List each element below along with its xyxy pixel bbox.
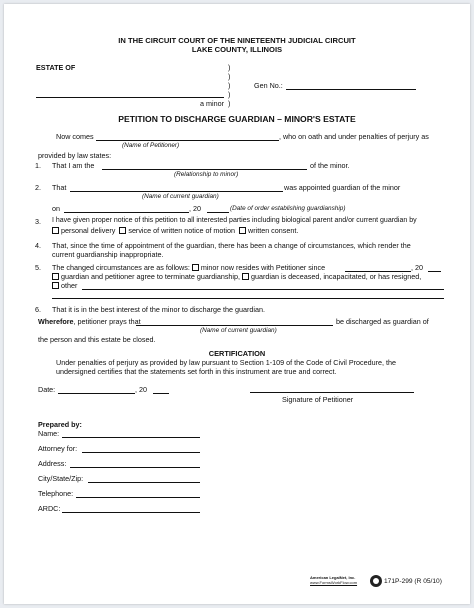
other-label: other [61, 281, 78, 290]
resides-year-field[interactable] [428, 271, 441, 272]
caption-paren: ) [228, 63, 231, 72]
current-guardian-hint: (Name of current guardian) [142, 193, 219, 200]
logo-website: www.FormsWorkFlow.com [310, 580, 358, 585]
date-year-text: , 20 [135, 385, 147, 394]
item-number: 2. [35, 183, 41, 192]
signature-label: Signature of Petitioner [282, 395, 354, 404]
item-number: 5. [35, 263, 41, 272]
estate-of-label: ESTATE OF [36, 63, 76, 72]
other-field-continued[interactable] [52, 298, 444, 299]
now-comes-label: Now comes [56, 132, 94, 141]
item2-on-text: on [52, 204, 60, 213]
agree-terminate-label: guardian and petitioner agree to terminate guardianship, [61, 272, 241, 281]
wherefore-guardian-field[interactable] [136, 325, 333, 326]
petitioner-name-hint: (Name of Petitioner) [122, 142, 180, 149]
item2-text: That [52, 183, 67, 192]
provided-by-law-text: provided by law states: [38, 151, 112, 160]
certification-line2: undersigned certifies that the statements set forth in this instrument are true and correct. [56, 367, 337, 376]
wherefore-label: Wherefore [38, 317, 74, 326]
certification-heading: CERTIFICATION [208, 349, 266, 358]
item5-lead: The changed circumstances are as follows: [52, 263, 190, 272]
attorney-for-field[interactable] [82, 452, 200, 453]
signature-field[interactable] [250, 392, 414, 393]
date-label: Date: [38, 385, 56, 394]
appointment-date-hint: (Date of order establishing guardianship) [230, 205, 346, 212]
other-field[interactable] [82, 289, 444, 290]
logo-company: American LegalNet, Inc. [310, 575, 356, 580]
item3-options [52, 226, 298, 235]
item1-text: That I am the [52, 161, 95, 170]
court-heading: IN THE CIRCUIT COURT OF THE NINETEENTH JUDICIAL CIRCUIT [118, 36, 356, 45]
item2-end-text: was appointed guardian of the minor [284, 183, 401, 192]
item-number: 6. [35, 305, 41, 314]
prepared-by-heading: Prepared by: [38, 420, 82, 429]
wherefore-line2: the person and this estate be closed. [38, 335, 156, 344]
item5-year-text: , 20 [411, 263, 423, 272]
attorney-for-label: Attorney for: [38, 444, 78, 453]
personal-delivery-checkbox[interactable] [52, 227, 59, 234]
item4-line1: That, since the time of appointment of the guardian, there has been a change of circumstances, which render the [52, 241, 411, 250]
prepared-name-field[interactable] [62, 437, 200, 438]
caption-paren: ) [228, 99, 231, 108]
relationship-field[interactable] [102, 169, 307, 170]
written-notice-label: service of written notice of motion [128, 226, 236, 235]
resides-label: minor now resides with Petitioner since [200, 263, 326, 272]
item2-year-text: , 20 [189, 204, 201, 213]
gen-no-field[interactable] [286, 89, 416, 90]
wherefore-end-text: be discharged as guardian of [336, 317, 429, 326]
item3-text: I have given proper notice of this petition to all interested parties including biological parent and/or current guardian by [52, 217, 417, 224]
gen-no-label: Gen No.: [254, 81, 283, 90]
guardian-deceased-checkbox[interactable] [242, 273, 249, 280]
form-page [4, 4, 470, 604]
wherefore-body: , petitioner prays that [73, 317, 141, 326]
city-state-zip-field[interactable] [88, 482, 200, 483]
item6-text: That it is in the best interest of the minor to discharge the guardian. [52, 305, 265, 314]
personal-delivery-label: personal delivery [61, 226, 116, 235]
address-field[interactable] [70, 467, 200, 468]
city-state-zip-label: City/State/Zip: [38, 474, 84, 483]
other-checkbox[interactable] [52, 282, 59, 289]
telephone-label: Telephone: [38, 489, 74, 498]
item5-text [52, 263, 325, 272]
appointment-date-field[interactable] [64, 212, 189, 213]
item4-line2: current guardianship inappropriate. [52, 250, 164, 259]
guardian-deceased-label: guardian is deceased, incapacitated, or has resigned, [251, 272, 422, 281]
oath-text: , who on oath and under penalties of perjury as [279, 132, 429, 141]
certification-line1: Under penalties of perjury as provided by law pursuant to Section 1-109 of the Code of Civil Procedure, the [56, 358, 397, 367]
form-number: 171P-299 (R 05/10) [384, 578, 442, 585]
written-consent-label: written consent. [248, 226, 299, 235]
written-consent-checkbox[interactable] [239, 227, 246, 234]
logo-mark-icon [370, 575, 382, 587]
date-year-field[interactable] [153, 393, 169, 394]
item5-other-row [52, 281, 77, 290]
item5-options-row2 [52, 272, 421, 281]
wherefore-text [38, 317, 141, 326]
county-heading: LAKE COUNTY, ILLINOIS [191, 45, 283, 54]
petitioner-name-field[interactable] [96, 140, 279, 141]
ardc-label: ARDC: [38, 504, 61, 513]
address-label: Address: [38, 459, 67, 468]
current-guardian-field[interactable] [70, 191, 283, 192]
resides-with-petitioner-checkbox[interactable] [192, 264, 199, 271]
caption-paren: ) [228, 90, 231, 99]
date-field[interactable] [58, 393, 135, 394]
prepared-name-label: Name: [38, 429, 60, 438]
caption-paren: ) [228, 81, 231, 90]
a-minor-label: a minor [200, 99, 224, 108]
ardc-field[interactable] [62, 512, 200, 513]
petition-title: PETITION TO DISCHARGE GUARDIAN – MINOR'S ESTATE [118, 114, 356, 124]
item-number: 3. [35, 217, 41, 226]
item-number: 4. [35, 241, 41, 250]
telephone-field[interactable] [76, 497, 200, 498]
relationship-hint: (Relationship to minor) [174, 171, 239, 178]
written-notice-checkbox[interactable] [119, 227, 126, 234]
publisher-logo [310, 573, 370, 591]
agree-terminate-checkbox[interactable] [52, 273, 59, 280]
wherefore-guardian-hint: (Name of current guardian) [200, 327, 277, 334]
estate-name-field[interactable] [36, 97, 224, 98]
appointment-year-field[interactable] [207, 212, 229, 213]
item-number: 1. [35, 161, 41, 170]
item1-end-text: of the minor. [310, 161, 350, 170]
caption-paren: ) [228, 72, 231, 81]
